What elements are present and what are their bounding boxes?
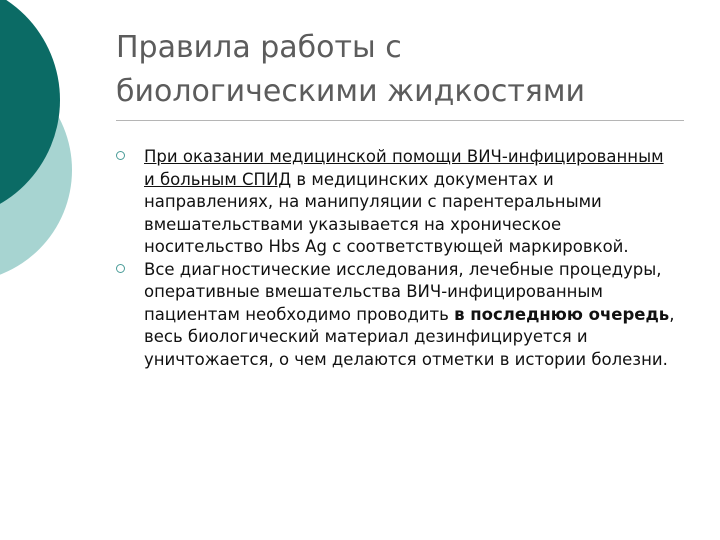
slide-title bbox=[116, 26, 696, 114]
bullet-2-bold-text: в последнюю очередь bbox=[454, 304, 670, 324]
title-line-1: Правила работы с bbox=[116, 30, 402, 65]
bullet-circle-icon bbox=[116, 151, 125, 160]
bullet-1-underlined-text: При оказании медицинской помощи ВИЧ-инфицированным и больным СПИД bbox=[144, 147, 664, 189]
bullet-list bbox=[116, 146, 676, 371]
bullet-item-1 bbox=[116, 146, 676, 259]
title-line-2: биологическими жидкостями bbox=[116, 74, 585, 109]
decorative-circles bbox=[0, 0, 120, 300]
bullet-item-2 bbox=[116, 259, 676, 372]
bullet-2-text-before: Все диагностические исследования, лечебные процедуры, оперативные вмешательства ВИЧ-инфицированным пациентам необходимо проводить bbox=[144, 259, 662, 324]
title-divider bbox=[116, 120, 684, 121]
bullet-1-text: в медицинских документах и направлениях, на манипуляции с парентеральными вмешательствами указывается на хроническое носительство Hbs Ag с соответствующей маркировкой. bbox=[144, 169, 629, 256]
bullet-2-text-after: , весь биологический материал дезинфицируется и уничтожается, о чем делаются отметки в истории болезни. bbox=[144, 304, 675, 369]
bullet-circle-icon bbox=[116, 264, 125, 273]
